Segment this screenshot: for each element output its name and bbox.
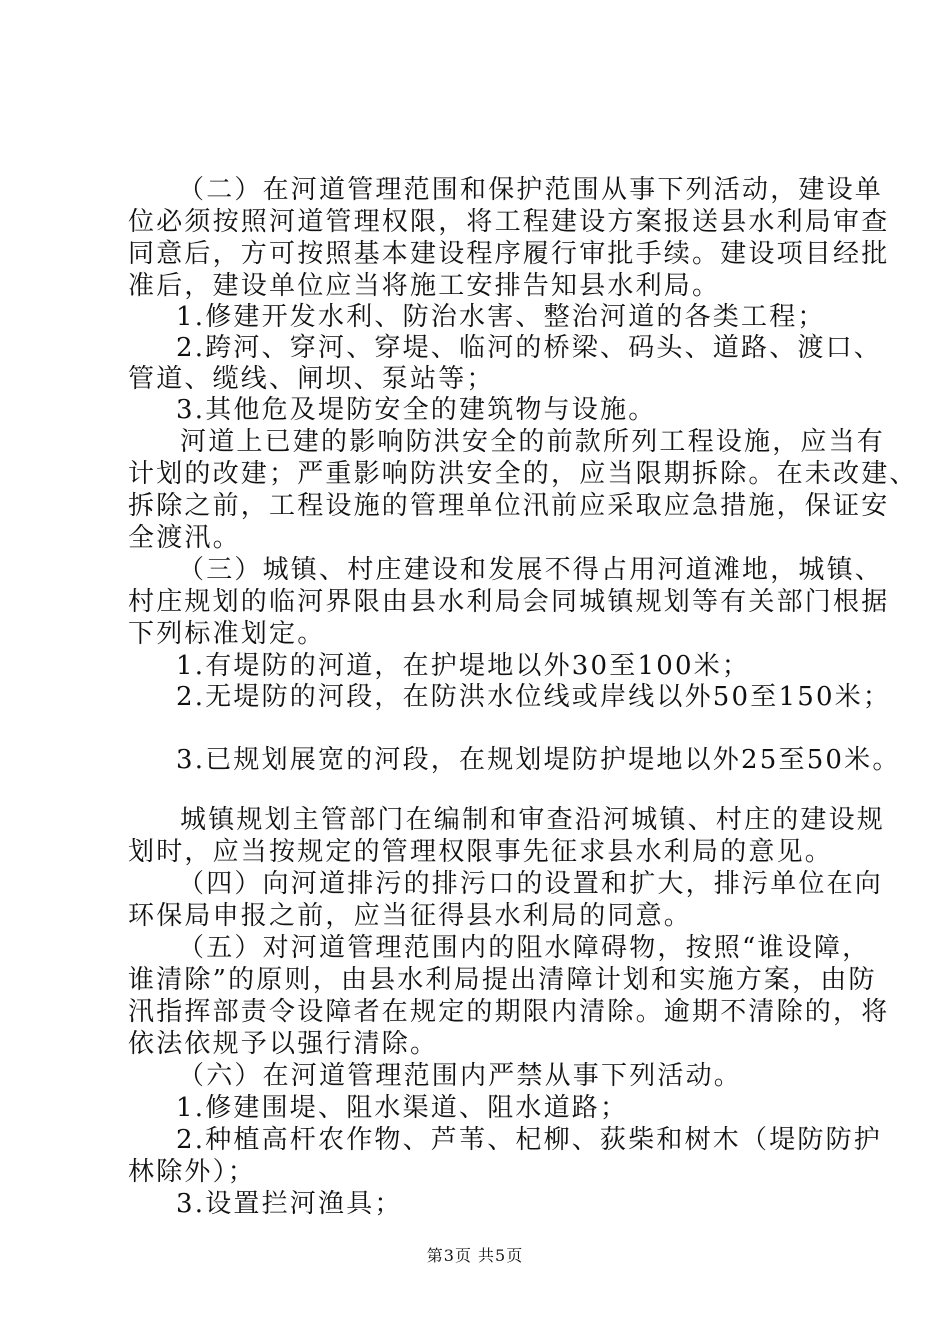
paragraph-2-line-1: （二）在河道管理范围和保护范围从事下列活动，建设单: [178, 175, 884, 205]
list-item-2: 2.无堤防的河段，在防洪水位线或岸线以外50至150米；: [176, 682, 892, 712]
paragraph-6-line-1: （六）在河道管理范围内严禁从事下列活动。: [178, 1061, 743, 1091]
list-item-3: 3.其他危及堤防安全的建筑物与设施。: [176, 395, 657, 425]
paragraph-2-line-4: 准后，建设单位应当将施工安排告知县水利局。: [128, 271, 721, 301]
paragraph-2-line-3: 同意后，方可按照基本建设程序履行审批手续。建设项目经批: [128, 239, 890, 269]
paragraph-line-2: 计划的改建；严重影响防洪安全的，应当限期拆除。在未改建、: [128, 459, 918, 489]
paragraph-3-line-1: （三）城镇、村庄建设和发展不得占用河道滩地，城镇、: [178, 555, 884, 585]
paragraph-2-line-2: 位必须按照河道管理权限，将工程建设方案报送县水利局审查: [128, 207, 890, 237]
paragraph-5-line-1: （五）对河道管理范围内的阻水障碍物，按照“谁设障，: [178, 933, 871, 963]
paragraph-line-4: 全渡汛。: [128, 523, 241, 553]
paragraph-5-line-2: 谁清除”的原则，由县水利局提出清障计划和实施方案，由防: [128, 965, 877, 995]
list-item-3: 3.已规划展宽的河段，在规划堤防护堤地以外25至50米。: [176, 745, 901, 775]
list-item-1: 1.修建围堤、阻水渠道、阻水道路；: [176, 1093, 629, 1123]
paragraph-5-line-4: 依法依规予以强行清除。: [128, 1029, 439, 1059]
list-item-1: 1.有堤防的河道，在护堤地以外30至100米；: [176, 651, 751, 681]
list-item-1: 1.修建开发水利、防治水害、整治河道的各类工程；: [176, 302, 826, 332]
list-item-2-line-2: 林除外）；: [128, 1157, 257, 1187]
list-item-2-line-2: 管道、缆线、闸坝、泵站等；: [128, 364, 495, 394]
paragraph-line-2: 划时，应当按规定的管理权限事先征求县水利局的意见。: [128, 837, 834, 867]
paragraph-line-3: 拆除之前，工程设施的管理单位汛前应采取应急措施，保证安: [128, 491, 890, 521]
list-item-3: 3.设置拦河渔具；: [176, 1189, 403, 1219]
list-item-2-line-1: 2.跨河、穿河、穿堤、临河的桥梁、码头、道路、渡口、: [176, 333, 883, 363]
paragraph-4-line-1: （四）向河道排污的排污口的设置和扩大，排污单位在向: [178, 869, 884, 899]
paragraph-4-line-2: 环保局申报之前，应当征得县水利局的同意。: [128, 901, 693, 931]
list-item-2-line-1: 2.种植高杆农作物、芦苇、杞柳、荻柴和树木（堤防防护: [176, 1125, 883, 1155]
paragraph-3-line-2: 村庄规划的临河界限由县水利局会同城镇规划等有关部门根据: [128, 587, 890, 617]
paragraph-line-1: 河道上已建的影响防洪安全的前款所列工程设施，应当有: [180, 427, 886, 457]
paragraph-5-line-3: 汛指挥部责令设障者在规定的期限内清除。逾期不清除的，将: [128, 997, 890, 1027]
paragraph-line-1: 城镇规划主管部门在编制和审查沿河城镇、村庄的建设规: [180, 805, 886, 835]
page-number-footer: 第3页 共5页: [426, 1246, 524, 1265]
paragraph-3-line-3: 下列标准划定。: [128, 619, 326, 649]
